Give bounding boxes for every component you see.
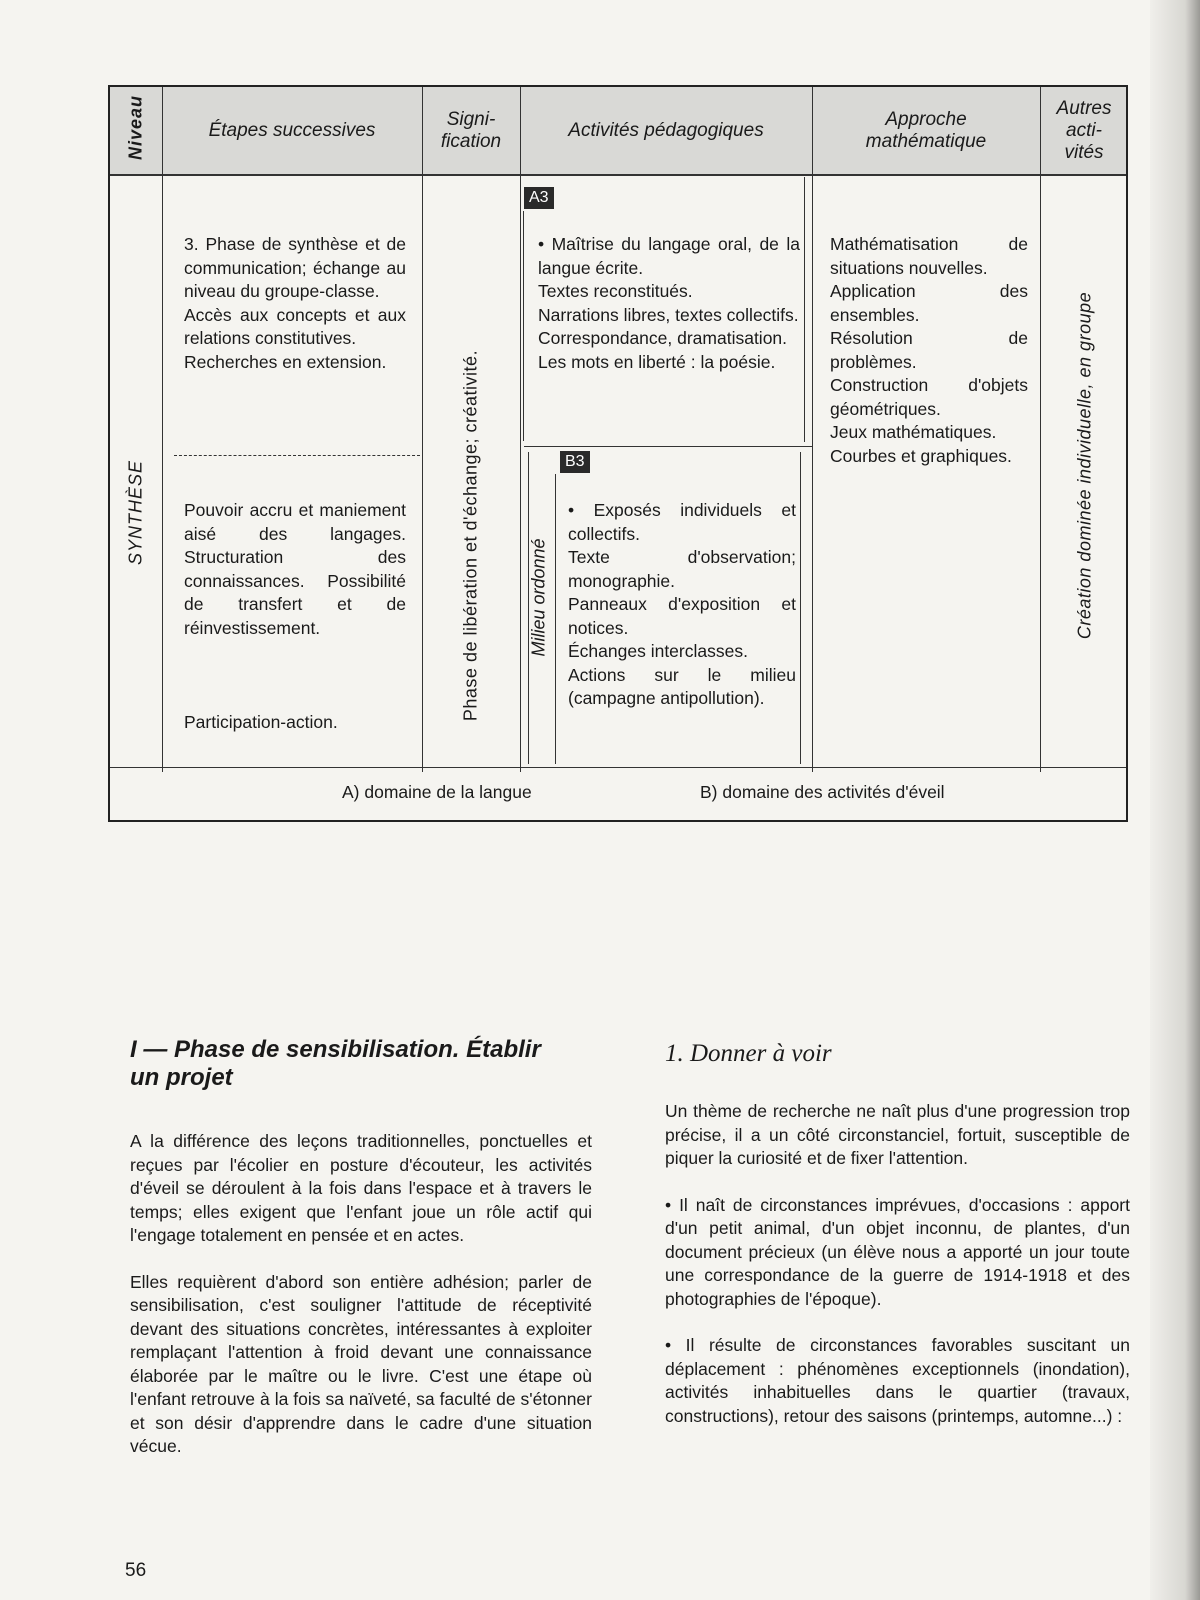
divider bbox=[555, 474, 556, 764]
divider bbox=[524, 446, 812, 447]
activite-text: Texte d'observation; monographie. bbox=[568, 547, 796, 591]
divider bbox=[1040, 87, 1041, 772]
approche-text: Courbes et graphiques. bbox=[830, 445, 1012, 466]
etapes-mid: Pouvoir accru et maniement aisé des langages. Structuration des connaissances. Possibilité de transfert et de réinvestissement. bbox=[184, 500, 406, 638]
etape-text: Recherches en extension. bbox=[184, 351, 387, 372]
paragraph: • Il naît de circonstances imprévues, d'occasions : apport d'un petit animal, d'un objet inconnu, de plantes, d'un document précieux (un élève nous a apporté un jour toute une correspondance de la guerre de 1914-1918 et des photographies de l'époque). bbox=[665, 1194, 1130, 1309]
right-column bbox=[665, 1100, 1130, 1451]
activite-text: Textes reconstitués. bbox=[538, 281, 693, 301]
approche-text: Application des ensembles. bbox=[830, 281, 1028, 325]
header-approche: Approche mathématique bbox=[865, 108, 987, 152]
approche-text: Mathématisation de situations nouvelles. bbox=[830, 234, 1028, 278]
footer-domaine-eveil: B) domaine des activités d'éveil bbox=[700, 782, 945, 802]
activite-text: Actions sur le milieu (campagne antipollution). bbox=[568, 664, 796, 708]
autres-activites-text: Création dominée individuelle, en groupe bbox=[1074, 291, 1095, 640]
left-column bbox=[130, 1130, 592, 1482]
etape-text: 3. Phase de synthèse et de communication; échange au niveau du groupe-classe. bbox=[184, 234, 406, 301]
activite-text: Narrations libres, textes collectifs. bbox=[538, 304, 799, 325]
activite-text: Correspondance, dramatisation. bbox=[538, 328, 788, 348]
approche-text: Résolution de problèmes. bbox=[830, 328, 1028, 372]
divider bbox=[523, 211, 524, 441]
activite-text: • Maîtrise du langage oral, de la langue écrite. bbox=[538, 234, 800, 278]
page-edge bbox=[1150, 0, 1200, 1600]
dashed-divider bbox=[174, 455, 420, 456]
divider bbox=[520, 87, 521, 772]
page-number: 56 bbox=[125, 1560, 147, 1581]
approche-text: Jeux mathématiques. bbox=[830, 422, 997, 442]
activite-text: Les mots en liberté : la poésie. bbox=[538, 351, 776, 372]
divider bbox=[422, 87, 423, 772]
paragraph: Un thème de recherche ne naît plus d'une progression trop précise, il a un côté circonstanciel, fortuit, susceptible de piquer la curiosité et de fixer l'attention. bbox=[665, 1101, 1130, 1168]
activites-eveil bbox=[568, 499, 796, 711]
badge-a3: A3 bbox=[524, 187, 554, 209]
niveau-synthese: SYNTHÈSE bbox=[125, 459, 146, 566]
header-autres: Autres acti- vités bbox=[1056, 97, 1112, 163]
arrow-line bbox=[800, 452, 801, 764]
paragraph: A la différence des leçons traditionnelles, ponctuelles et reçues par l'écolier en posture d'écouteur, les activités d'éveil se déroulent à la fois dans l'espace et à travers le temps; elles exigent que l'enfant joue un rôle actif qui l'engage totalement en pensée et en actes. bbox=[130, 1131, 592, 1245]
badge-b3: B3 bbox=[560, 451, 590, 473]
etapes-bottom: Participation-action. bbox=[184, 712, 338, 732]
approche-mathematique bbox=[830, 233, 1028, 468]
header-niveau: Niveau bbox=[125, 94, 146, 161]
signification-text: Phase de libération et d'échange; créativité. bbox=[460, 349, 481, 722]
activite-text: • Exposés individuels et collectifs. bbox=[568, 500, 796, 544]
etapes-top bbox=[184, 233, 406, 374]
approche-text: Construction d'objets géométriques. bbox=[830, 375, 1028, 419]
paragraph: • Il résulte de circonstances favorables suscitant un déplacement : phénomènes exceptionnels (inondation), activités inhabituelles dans le quartier (travaux, constructions), retour des saisons (printemps, automne...) : bbox=[665, 1335, 1130, 1426]
arrow-line bbox=[804, 177, 805, 442]
milieu-label: Milieu ordonné bbox=[528, 538, 549, 657]
divider bbox=[162, 87, 163, 772]
paragraph: Elles requièrent d'abord son entière adhésion; parler de sensibilisation, c'est souligner l'attitude de réceptivité devant des situations concrètes, intéressantes à exploiter remplaçant l'attention à froid devant une connaissance élaborée par le maître ou le livre. C'est une étape où l'enfant retrouve à la fois sa naïveté, sa faculté de s'étonner et son désir d'apprendre dans le cadre d'une situation vécue. bbox=[130, 1271, 592, 1456]
activites-langue bbox=[538, 233, 800, 374]
header-activites: Activités pédagogiques bbox=[568, 119, 764, 141]
divider bbox=[812, 87, 813, 772]
header-signification: Signi- fication bbox=[440, 108, 502, 152]
table-footer bbox=[110, 767, 1126, 820]
activite-text: Échanges interclasses. bbox=[568, 641, 748, 661]
subsection-heading: 1. Donner à voir bbox=[665, 1040, 832, 1067]
activite-text: Panneaux d'exposition et notices. bbox=[568, 594, 796, 638]
header-etapes: Étapes successives bbox=[208, 119, 376, 141]
pedagogy-table bbox=[108, 85, 1128, 822]
etape-text: Accès aux concepts et aux relations constitutives. bbox=[184, 304, 406, 348]
footer-domaine-langue: A) domaine de la langue bbox=[342, 782, 532, 802]
section-heading: I — Phase de sensibilisation. Établir un projet bbox=[130, 1036, 541, 1091]
